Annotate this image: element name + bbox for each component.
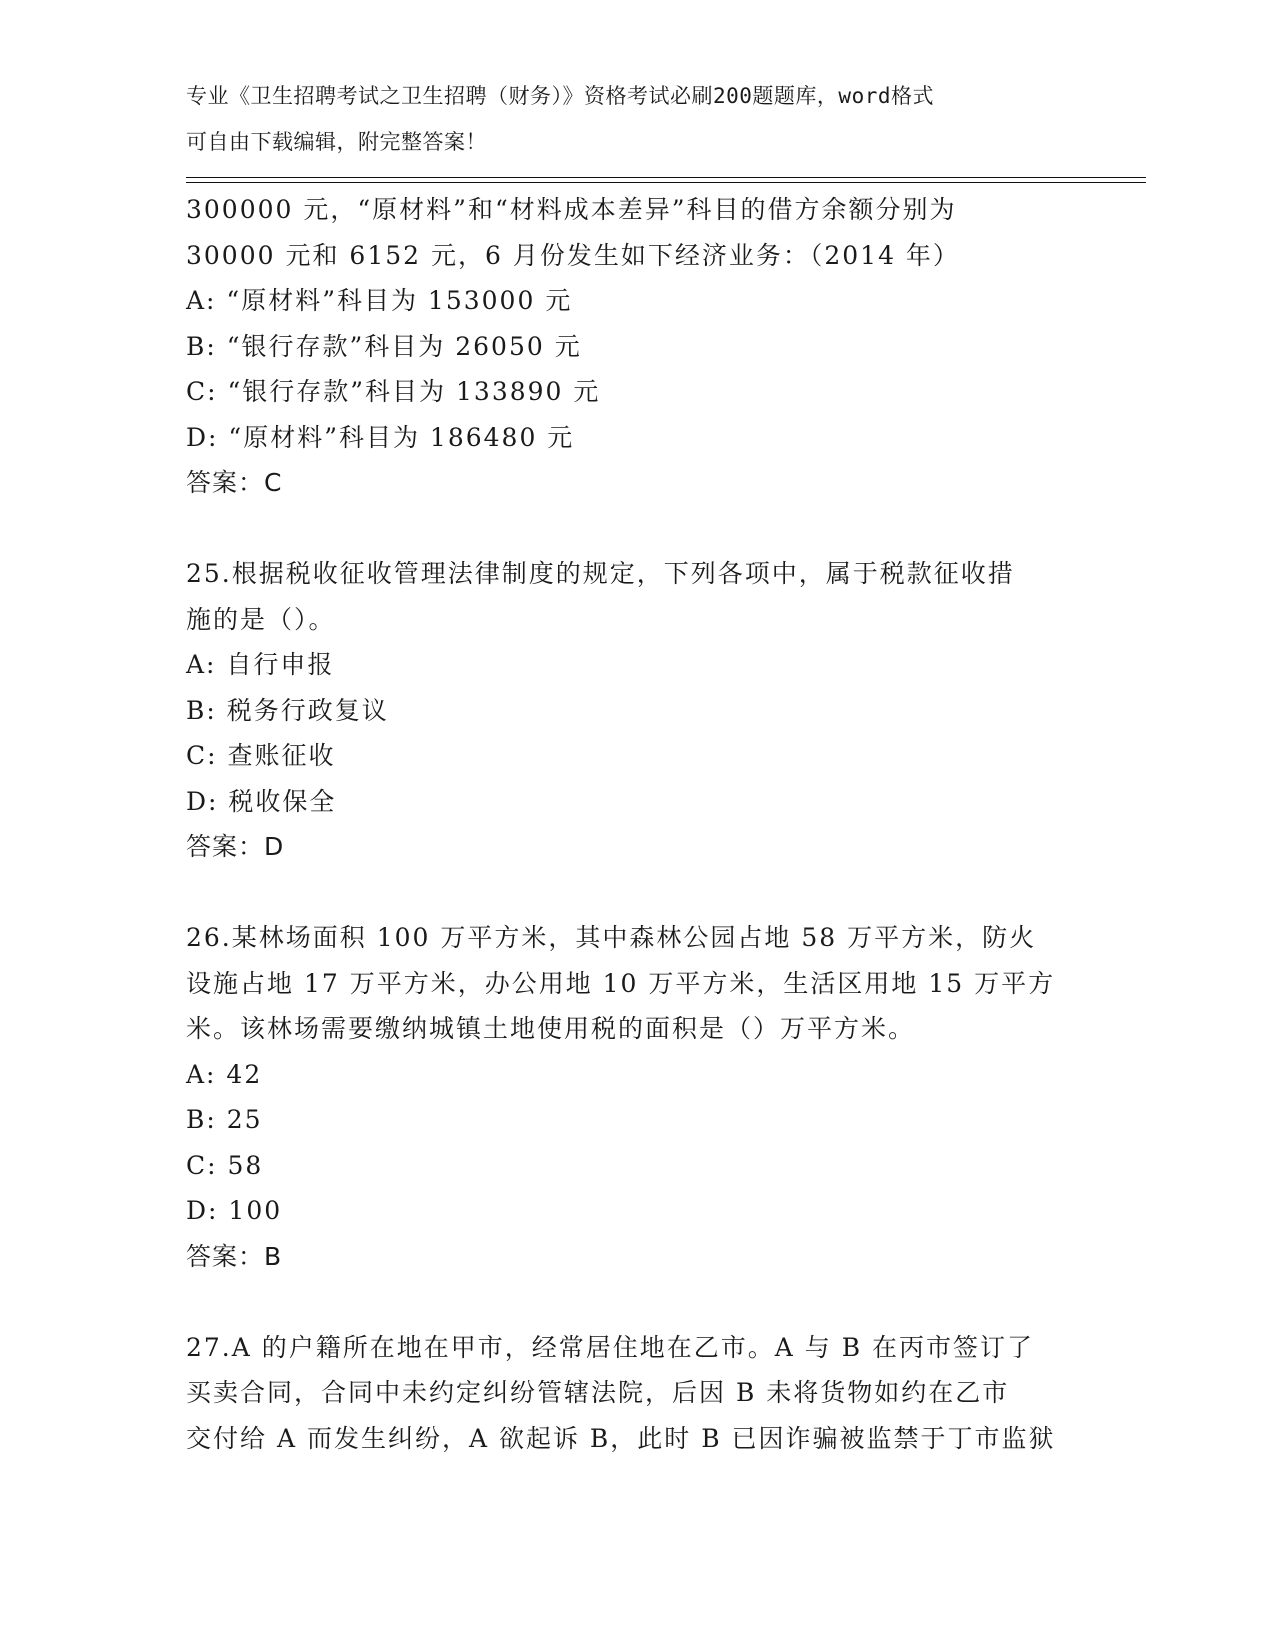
question-24	[186, 187, 1086, 506]
spacer	[186, 1279, 1086, 1325]
question-27-stem-line-1: 27.A 的户籍所在地在甲市，经常居住地在乙市。A 与 B 在丙市签订了	[186, 1332, 1035, 1362]
question-26-option-a: A: 42	[186, 1059, 263, 1089]
spacer	[186, 506, 1086, 552]
question-24-option-d: D: “原材料”科目为 186480 元	[186, 422, 575, 452]
question-24-option-c: C: “银行存款”科目为 133890 元	[186, 377, 601, 406]
question-25-option-a: A: 自行申报	[186, 650, 335, 679]
spacer	[186, 870, 1086, 916]
header-divider-bottom	[186, 182, 1146, 183]
question-25-stem-line-1: 25.根据税收征收管理法律制度的规定，下列各项中，属于税款征收措	[186, 559, 1015, 588]
question-27-stem-line-3: 交付给 A 而发生纠纷，A 欲起诉 B，此时 B 已因诈骗被监禁于丁市监狱	[186, 1423, 1056, 1453]
question-26-option-d: D: 100	[186, 1196, 283, 1225]
question-25-stem-line-2: 施的是（）。	[186, 604, 336, 634]
question-24-option-a: A: “原材料”科目为 153000 元	[186, 286, 573, 315]
question-24-option-b: B: “银行存款”科目为 26050 元	[186, 331, 582, 361]
question-26-option-c: C: 58	[186, 1150, 264, 1180]
question-26-answer: 答案：B	[186, 1241, 283, 1271]
question-24-stem-line-1: 300000 元，“原材料”和“材料成本差异”科目的借方余额分别为	[186, 195, 957, 224]
question-27	[186, 1325, 1086, 1462]
question-25-answer: 答案：D	[186, 832, 285, 861]
question-24-answer: 答案：C	[186, 468, 283, 497]
question-25	[186, 551, 1086, 870]
question-26-stem-line-3: 米。该林场需要缴纳城镇土地使用税的面积是（）万平方米。	[186, 1014, 916, 1043]
question-26-stem-line-1: 26.某林场面积 100 万平方米，其中森林公园占地 58 万平方米，防火	[186, 923, 1037, 952]
header-line-1: 专业《卫生招聘考试之卫生招聘（财务）》资格考试必刷200题题库，word格式	[186, 84, 934, 108]
question-26-option-b: B: 25	[186, 1105, 263, 1134]
question-27-stem-line-2: 买卖合同，合同中未约定纠纷管辖法院，后因 B 未将货物如约在乙市	[186, 1378, 1010, 1407]
question-26	[186, 915, 1086, 1279]
header-divider-top	[186, 177, 1146, 178]
header-line-2: 可自由下载编辑，附完整答案！	[186, 129, 487, 154]
question-26-stem-line-2: 设施占地 17 万平方米，办公用地 10 万平方米，生活区用地 15 万平方	[186, 968, 1056, 998]
question-25-option-b: B: 税务行政复议	[186, 695, 389, 725]
document-body	[186, 187, 1086, 1461]
question-24-stem-line-2: 30000 元和 6152 元，6 月份发生如下经济业务：（2014 年）	[186, 240, 960, 270]
question-25-option-c: C: 查账征收	[186, 741, 336, 770]
document-header	[186, 74, 1086, 165]
question-25-option-d: D: 税收保全	[186, 786, 337, 816]
